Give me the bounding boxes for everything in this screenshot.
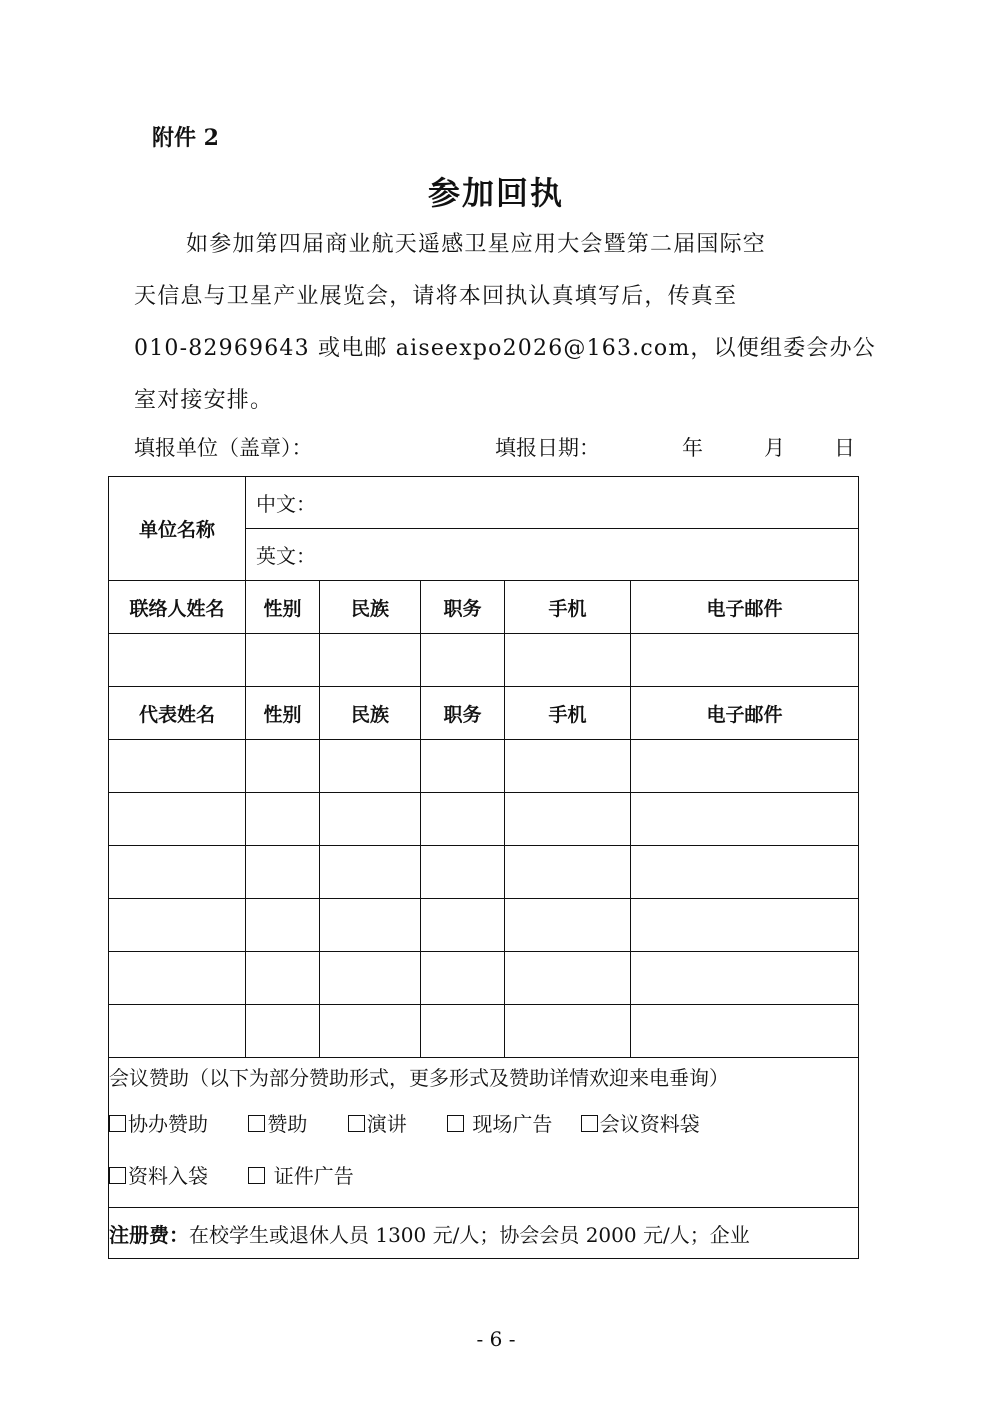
sponsor-option[interactable] xyxy=(248,1150,353,1202)
contact-name-cell[interactable] xyxy=(109,634,246,687)
contact-row xyxy=(109,634,859,687)
registration-form-table xyxy=(108,476,859,1259)
rep-email-cell[interactable] xyxy=(631,793,859,846)
checkbox-icon[interactable] xyxy=(109,1115,126,1132)
chinese-label: 中文： xyxy=(256,492,316,516)
attachment-label: 附件 2 xyxy=(152,125,219,151)
rep-row xyxy=(109,793,859,846)
rep-gender-cell[interactable] xyxy=(246,740,320,793)
rep-header-mobile: 手机 xyxy=(505,687,631,740)
option-label: 证件广告 xyxy=(267,1164,354,1188)
sponsor-option[interactable] xyxy=(581,1098,700,1150)
page-title: 参加回执 xyxy=(427,174,564,212)
sponsor-option[interactable] xyxy=(248,1098,307,1150)
contact-header-ethnicity: 民族 xyxy=(320,581,421,634)
checkbox-icon[interactable] xyxy=(348,1115,365,1132)
option-label: 会议资料袋 xyxy=(599,1112,700,1136)
contact-mobile-cell[interactable] xyxy=(505,634,631,687)
day-label: 日 xyxy=(834,436,855,460)
rep-row xyxy=(109,952,859,1005)
rep-row xyxy=(109,899,859,952)
contact-header-position: 职务 xyxy=(421,581,505,634)
rep-email-cell[interactable] xyxy=(631,846,859,899)
rep-ethnicity-cell[interactable] xyxy=(320,899,421,952)
rep-position-cell[interactable] xyxy=(421,740,505,793)
english-name-field[interactable] xyxy=(246,529,859,581)
rep-name-cell[interactable] xyxy=(109,952,246,1005)
checkbox-icon[interactable] xyxy=(248,1115,265,1132)
contact-email-cell[interactable] xyxy=(631,634,859,687)
intro-paragraph xyxy=(134,219,877,427)
registration-fee-row xyxy=(109,1208,859,1259)
rep-gender-cell[interactable] xyxy=(246,899,320,952)
unit-stamp-label: 填报单位（盖章）： xyxy=(134,436,313,460)
fee-label: 注册费： xyxy=(109,1222,189,1247)
intro-line: 010-82969643 或电邮 aiseexpo2026@163.com，以便组委会办公 xyxy=(134,336,877,361)
sponsor-option[interactable] xyxy=(447,1098,552,1150)
sponsorship-options-row-1 xyxy=(109,1098,858,1150)
rep-mobile-cell[interactable] xyxy=(505,1005,631,1058)
checkbox-icon[interactable] xyxy=(581,1115,598,1132)
rep-ethnicity-cell[interactable] xyxy=(320,1005,421,1058)
rep-row xyxy=(109,740,859,793)
rep-name-cell[interactable] xyxy=(109,793,246,846)
option-label: 赞助 xyxy=(267,1112,308,1136)
rep-ethnicity-cell[interactable] xyxy=(320,846,421,899)
checkbox-icon[interactable] xyxy=(248,1167,265,1184)
year-label: 年 xyxy=(682,436,703,460)
rep-mobile-cell[interactable] xyxy=(505,793,631,846)
checkbox-icon[interactable] xyxy=(447,1115,464,1132)
rep-email-cell[interactable] xyxy=(631,1005,859,1058)
rep-gender-cell[interactable] xyxy=(246,952,320,1005)
rep-position-cell[interactable] xyxy=(421,899,505,952)
intro-line: 如参加第四届商业航天遥感卫星应用大会暨第二届国际空 xyxy=(186,232,767,257)
rep-header-name: 代表姓名 xyxy=(109,687,246,740)
contact-header-email: 电子邮件 xyxy=(631,581,859,634)
page-number: - 6 - xyxy=(476,1327,516,1351)
sponsorship-options-row-2 xyxy=(109,1150,858,1202)
rep-header-ethnicity: 民族 xyxy=(320,687,421,740)
contact-header-mobile: 手机 xyxy=(505,581,631,634)
rep-gender-cell[interactable] xyxy=(246,1005,320,1058)
rep-email-cell[interactable] xyxy=(631,740,859,793)
rep-mobile-cell[interactable] xyxy=(505,899,631,952)
sponsor-option[interactable] xyxy=(109,1150,208,1202)
unit-name-label: 单位名称 xyxy=(109,477,246,581)
rep-name-cell[interactable] xyxy=(109,1005,246,1058)
date-label: 填报日期： xyxy=(495,436,600,460)
sponsor-option[interactable] xyxy=(348,1098,407,1150)
rep-header-gender: 性别 xyxy=(246,687,320,740)
chinese-name-field[interactable] xyxy=(246,477,859,529)
english-label: 英文： xyxy=(256,544,316,568)
sponsorship-title: 会议赞助（以下为部分赞助形式，更多形式及赞助详情欢迎来电垂询） xyxy=(109,1066,729,1090)
fee-text: 在校学生或退休人员 1300 元/人；协会会员 2000 元/人；企业 xyxy=(189,1222,750,1247)
rep-ethnicity-cell[interactable] xyxy=(320,952,421,1005)
rep-mobile-cell[interactable] xyxy=(505,740,631,793)
sponsor-option[interactable] xyxy=(109,1098,208,1150)
intro-line: 天信息与卫星产业展览会，请将本回执认真填写后，传真至 xyxy=(134,284,738,309)
rep-name-cell[interactable] xyxy=(109,740,246,793)
sponsorship-section xyxy=(109,1058,859,1208)
contact-gender-cell[interactable] xyxy=(246,634,320,687)
fill-info-row xyxy=(134,432,858,462)
option-label: 现场广告 xyxy=(466,1112,553,1136)
contact-ethnicity-cell[interactable] xyxy=(320,634,421,687)
rep-header-email: 电子邮件 xyxy=(631,687,859,740)
rep-ethnicity-cell[interactable] xyxy=(320,793,421,846)
contact-header-gender: 性别 xyxy=(246,581,320,634)
intro-line: 室对接安排。 xyxy=(134,388,274,413)
contact-header-name: 联络人姓名 xyxy=(109,581,246,634)
rep-mobile-cell[interactable] xyxy=(505,952,631,1005)
option-label: 资料入袋 xyxy=(128,1164,208,1188)
rep-gender-cell[interactable] xyxy=(246,793,320,846)
option-label: 协办赞助 xyxy=(128,1112,208,1136)
checkbox-icon[interactable] xyxy=(109,1167,126,1184)
month-label: 月 xyxy=(764,436,785,460)
rep-email-cell[interactable] xyxy=(631,899,859,952)
rep-name-cell[interactable] xyxy=(109,899,246,952)
rep-mobile-cell[interactable] xyxy=(505,846,631,899)
option-label: 演讲 xyxy=(366,1112,407,1136)
rep-position-cell[interactable] xyxy=(421,952,505,1005)
rep-header-position: 职务 xyxy=(421,687,505,740)
rep-row xyxy=(109,846,859,899)
contact-position-cell[interactable] xyxy=(421,634,505,687)
rep-ethnicity-cell[interactable] xyxy=(320,740,421,793)
rep-email-cell[interactable] xyxy=(631,952,859,1005)
rep-position-cell[interactable] xyxy=(421,1005,505,1058)
rep-position-cell[interactable] xyxy=(421,846,505,899)
rep-name-cell[interactable] xyxy=(109,846,246,899)
rep-position-cell[interactable] xyxy=(421,793,505,846)
rep-gender-cell[interactable] xyxy=(246,846,320,899)
rep-row xyxy=(109,1005,859,1058)
